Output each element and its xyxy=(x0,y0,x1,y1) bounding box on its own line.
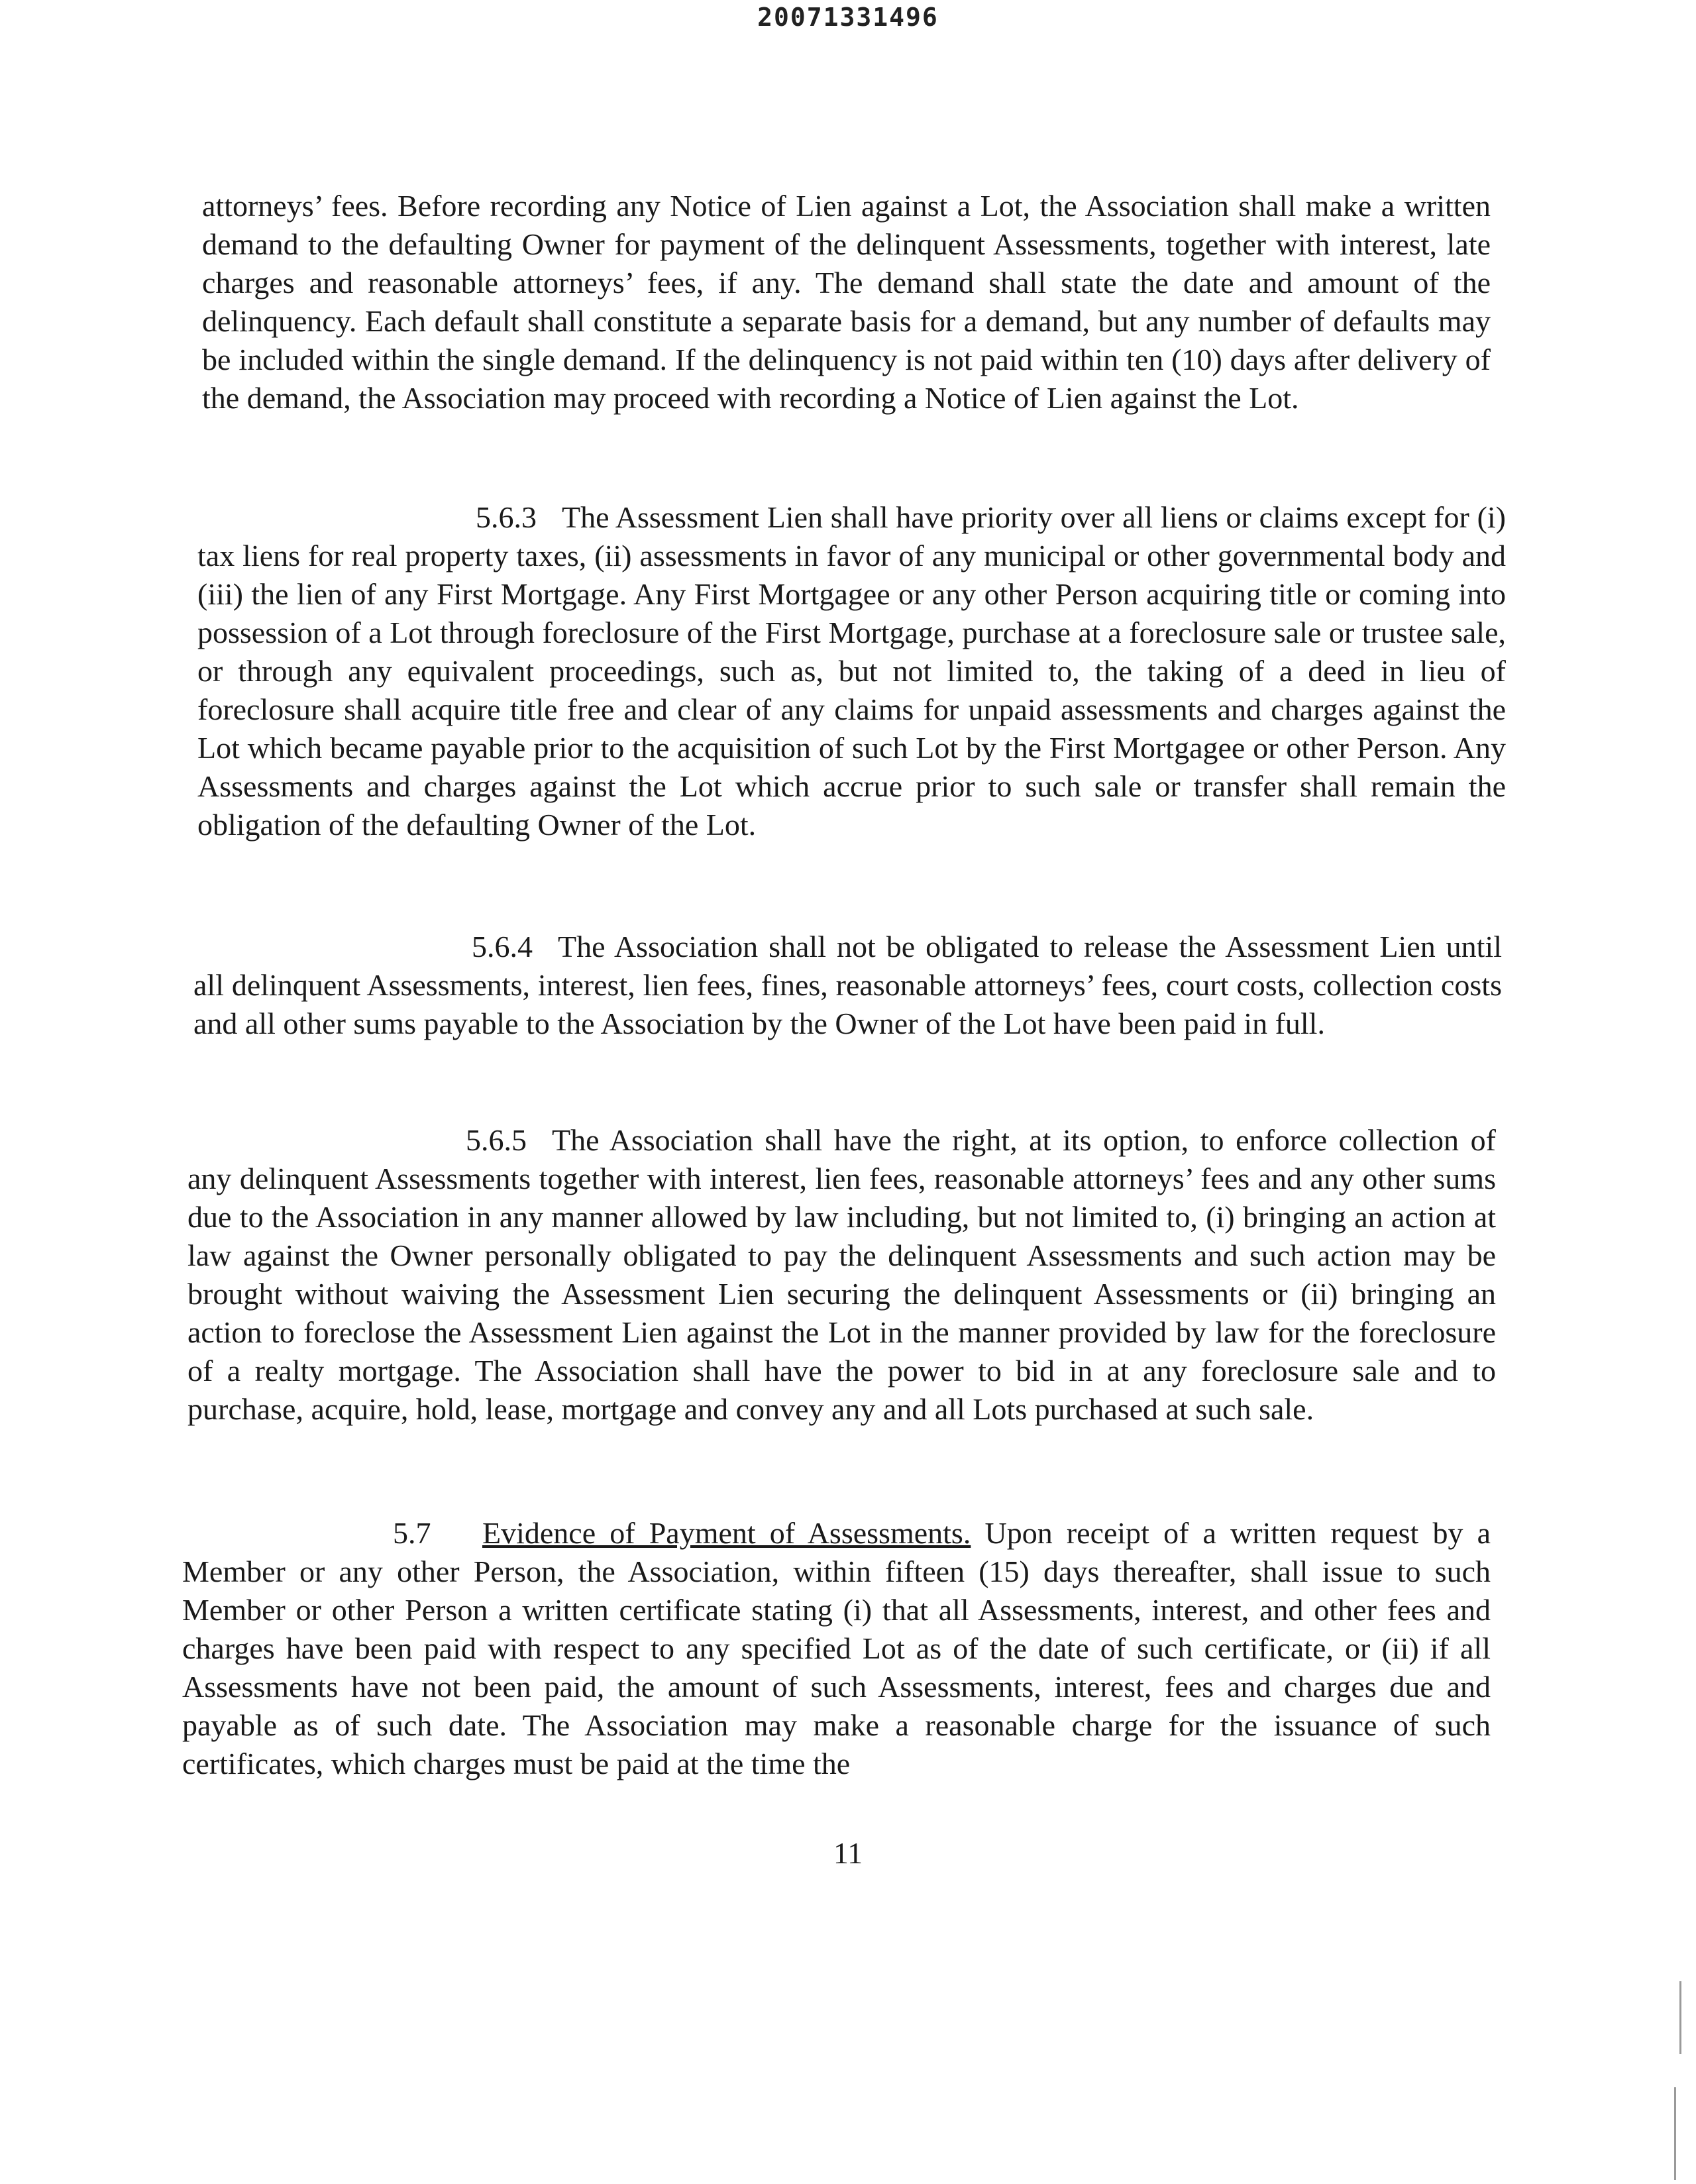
section-5-7 xyxy=(182,1514,1491,1783)
page-number: 11 xyxy=(833,1836,863,1870)
section-5-6-5 xyxy=(187,1121,1496,1429)
section-number: 5.6.3 xyxy=(476,500,537,534)
document-id: 20071331496 xyxy=(757,3,939,32)
scan-edge-mark xyxy=(1674,2087,1676,2180)
section-heading: Evidence of Payment of Assessments. xyxy=(482,1516,971,1550)
paragraph-continuation xyxy=(202,187,1491,417)
section-5-6-3 xyxy=(197,498,1506,844)
paragraph-text: The Association shall not be obligated to release the Assessment Lien until all delinquent Assessments, interest, lien fees, fines, reasonable attorneys’ fees, court costs, collection costs and all other sums payable to the Association by the Owner of the Lot have been paid in full. xyxy=(193,930,1502,1040)
paragraph-text: The Association shall have the right, at its option, to enforce collection of any delinquent Assessments together with interest, lien fees, reasonable attorneys’ fees and any other sums due to the Association in any manner allowed by law including, but not limited to, (i) bringing an action at law against the Owner personally obligated to pay the delinquent Assessments and such action may be brought without waiving the Assessment Lien securing the delinquent Assessments or (ii) bringing an action to foreclose the Assessment Lien against the Lot in the manner provided by law for the foreclosure of a realty mortgage. The Association shall have the power to bid in at any foreclosure sale and to purchase, acquire, hold, lease, mortgage and convey any and all Lots purchased at such sale. xyxy=(187,1123,1496,1426)
paragraph-text: attorneys’ fees. Before recording any Notice of Lien against a Lot, the Association shall make a written demand to the defaulting Owner for payment of the delinquent Assessments, together with interest, late charges and reasonable attorneys’ fees, if any. The demand shall state the date and amount of the delinquency. Each default shall constitute a separate basis for a demand, but any number of defaults may be included within the single demand. If the delinquency is not paid within ten (10) days after delivery of the demand, the Association may proceed with recording a Notice of Lien against the Lot. xyxy=(202,189,1491,415)
paragraph-text: The Assessment Lien shall have priority over all liens or claims except for (i) tax liens for real property taxes, (ii) assessments in favor of any municipal or other governmental body and (iii) the lien of any First Mortgage. Any First Mortgagee or any other Person acquiring title or coming into possession of a Lot through foreclosure of the First Mortgage, purchase at a foreclosure sale or trustee sale, or through any equivalent proceedings, such as, but not limited to, the taking of a deed in lieu of foreclosure shall acquire title free and clear of any claims for unpaid assessments and charges against the Lot which became payable prior to the acquisition of such Lot by the First Mortgagee or other Person. Any Assessments and charges against the Lot which accrue prior to such sale or transfer shall remain the obligation of the defaulting Owner of the Lot. xyxy=(197,500,1506,842)
section-5-6-4 xyxy=(193,928,1502,1043)
section-number: 5.7 xyxy=(393,1516,431,1550)
scan-edge-mark xyxy=(1679,1981,1681,2054)
paragraph-text: Upon receipt of a written request by a Member or any other Person, the Association, within fifteen (15) days thereafter, shall issue to such Member or other Person a written certificate stating (i) that all Assessments, interest, and other fees and charges have been paid with respect to any specified Lot as of the date of such certificate, or (ii) if all Assessments have not been paid, the amount of such Assessments, interest, fees and charges due and payable as of such date. The Association may make a reasonable charge for the issuance of such certificates, which charges must be paid at the time the xyxy=(182,1516,1491,1780)
section-number: 5.6.4 xyxy=(472,930,533,963)
section-number: 5.6.5 xyxy=(466,1123,527,1157)
